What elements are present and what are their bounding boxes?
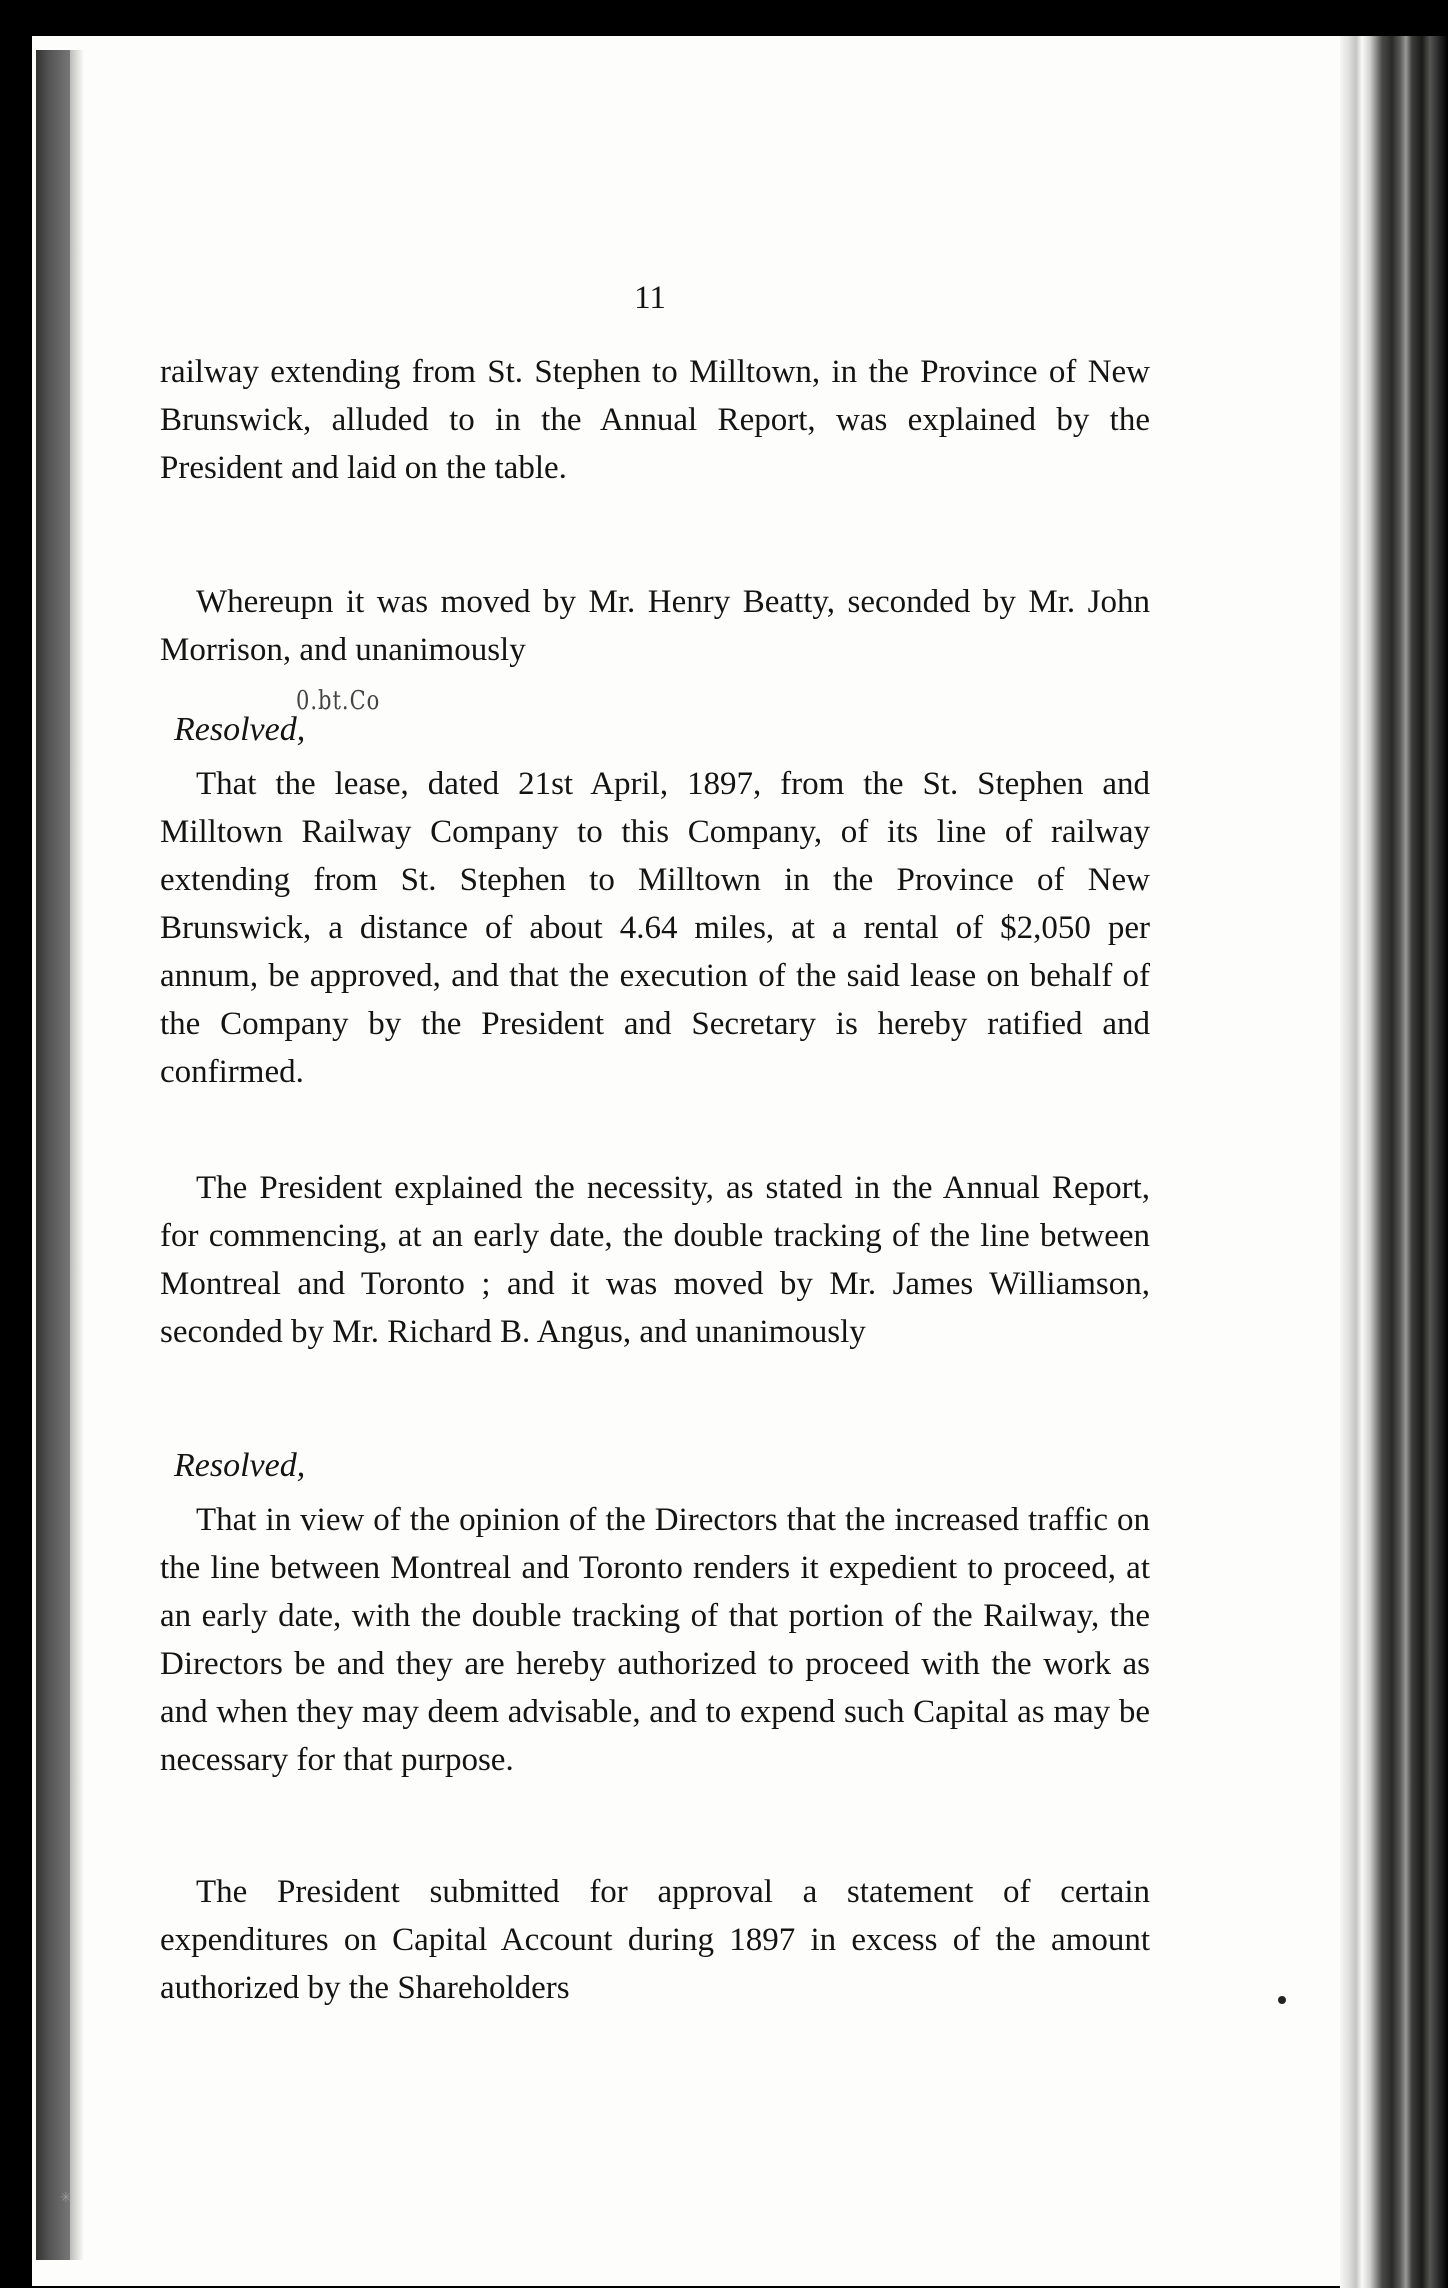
resolved-label-1: Resolved, bbox=[174, 711, 306, 748]
book-page-edges bbox=[1340, 36, 1448, 2288]
resolution-double-tracking: That in view of the opinion of the Directors that the increased traffic on the line between Montreal and Toronto renders it expedient to proceed, at an early date, with the double tracking of that portion of the Railway, the Directors be and they are hereby authorized to proceed with the work as and when they may deem advisable, and to expend such Capital as may be necessary for that purpose. bbox=[160, 1502, 1150, 1778]
paragraph-motion-beatty: Whereupn it was moved by Mr. Henry Beatty, seconded by Mr. John Morrison, and unanimously bbox=[160, 584, 1150, 668]
paragraph-double-tracking-motion: The President explained the necessity, as stated in the Annual Report, for commencing, at an early date, the double tracking of the line between Montreal and Toronto ; and it was moved by Mr. James Williamson, seconded by Mr. Richard B. Angus, and unanimously bbox=[160, 1170, 1150, 1350]
binding-shadow bbox=[36, 50, 70, 2260]
resolution-lease-approval: That the lease, dated 21st April, 1897, from the St. Stephen and Milltown Railway Company to this Company, of its line of railway extending from St. Stephen to Milltown in the Province of New Brunswick, a distance of about 4.64 miles, at a rental of $2,050 per annum, be approved, and that the execution of the said lease on behalf of the Company by the President and Secretary is hereby ratified and confirmed. bbox=[160, 766, 1150, 1090]
page-number: 11 bbox=[634, 280, 666, 316]
scan-speck: ✳ bbox=[60, 2190, 72, 2206]
binding-shadow-fade bbox=[70, 50, 84, 2260]
paragraph-lease-explained: railway extending from St. Stephen to Milltown, in the Province of New Brunswick, alluded to in the Annual Report, was explained by the President and laid on the table. bbox=[160, 354, 1150, 486]
ink-dot bbox=[1278, 1996, 1286, 2004]
paragraph-capital-expenditures: The President submitted for approval a statement of certain expenditures on Capital Account during 1897 in excess of the amount authorized by the Shareholders bbox=[160, 1874, 1150, 2006]
marginal-note: 0.bt.Co bbox=[296, 685, 381, 715]
resolved-label-2: Resolved, bbox=[174, 1447, 306, 1484]
